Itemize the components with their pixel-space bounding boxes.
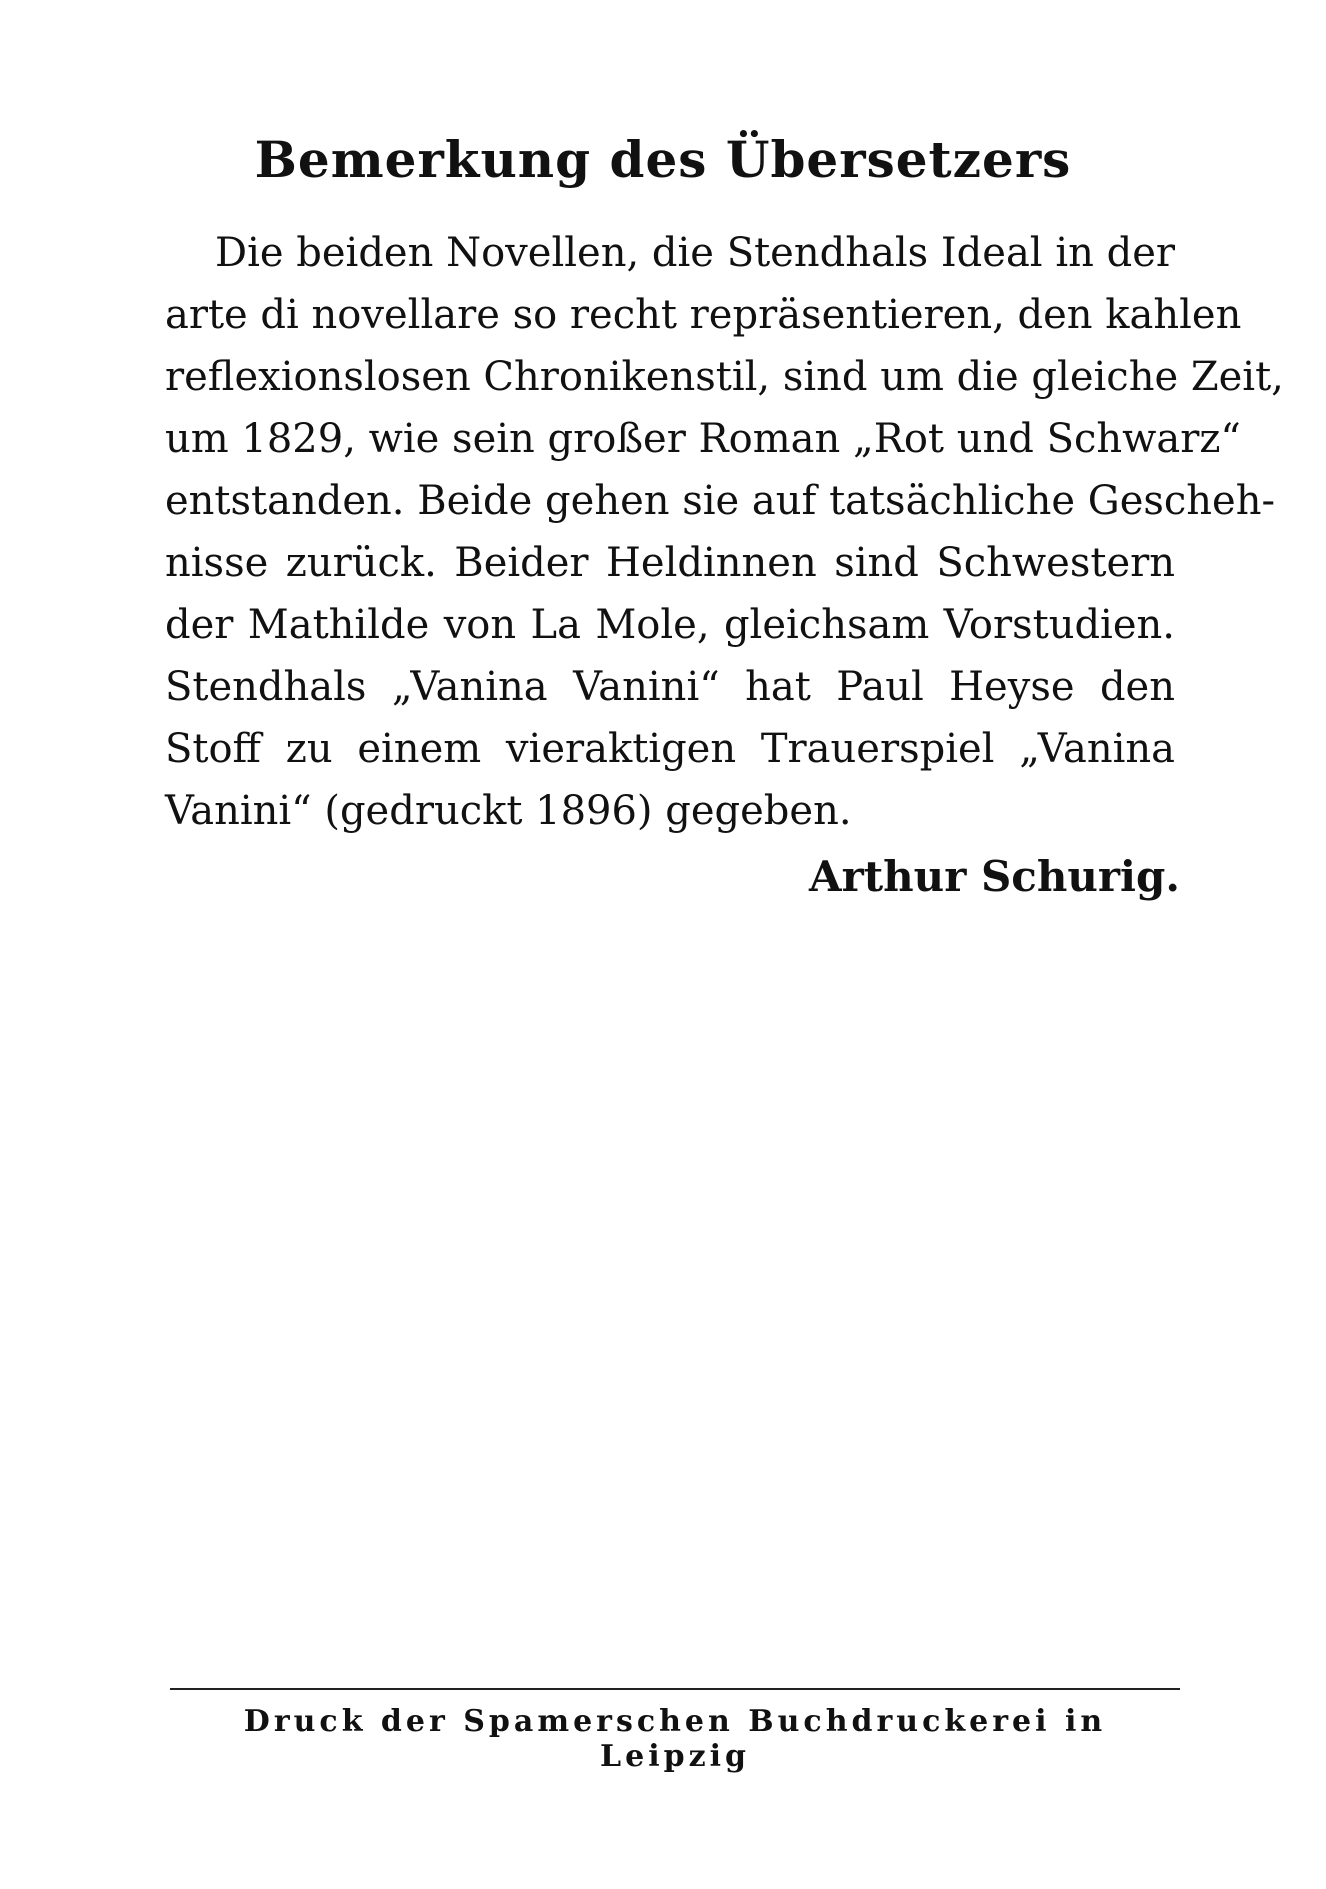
paragraph-line: reflexionslosen Chronikenstil, sind um die gleiche Zeit, (165, 354, 1284, 400)
paragraph-line: arte di novellare so recht repräsentieren, den kahlen (165, 292, 1242, 338)
author-signature: Arthur Schurig. (809, 852, 1180, 901)
printer-imprint: Druck der Spamerschen Buchdruckerei in Leipzig (243, 1704, 1107, 1774)
page-title: Bemerkung des Übersetzers (254, 130, 1072, 189)
translator-note-paragraph (165, 222, 1284, 842)
footer-divider (170, 1688, 1180, 1690)
paragraph-line: um 1829, wie sein großer Roman „Rot und Schwarz“ (165, 416, 1241, 462)
paragraph-line: nisse zurück. Beider Heldinnen sind Schwestern (165, 540, 1175, 586)
paragraph-line: Die beiden Novellen, die Stendhals Ideal in der (215, 230, 1175, 276)
paragraph-line: Stoff zu einem vieraktigen Trauerspiel „Vanina (165, 726, 1175, 772)
paragraph-line: der Mathilde von La Mole, gleichsam Vorstudien. (165, 602, 1175, 648)
paragraph-line: entstanden. Beide gehen sie auf tatsächliche Gescheh- (165, 478, 1275, 524)
paragraph-line: Stendhals „Vanina Vanini“ hat Paul Heyse den (165, 664, 1175, 710)
paragraph-line: Vanini“ (gedruckt 1896) gegeben. (165, 788, 852, 834)
